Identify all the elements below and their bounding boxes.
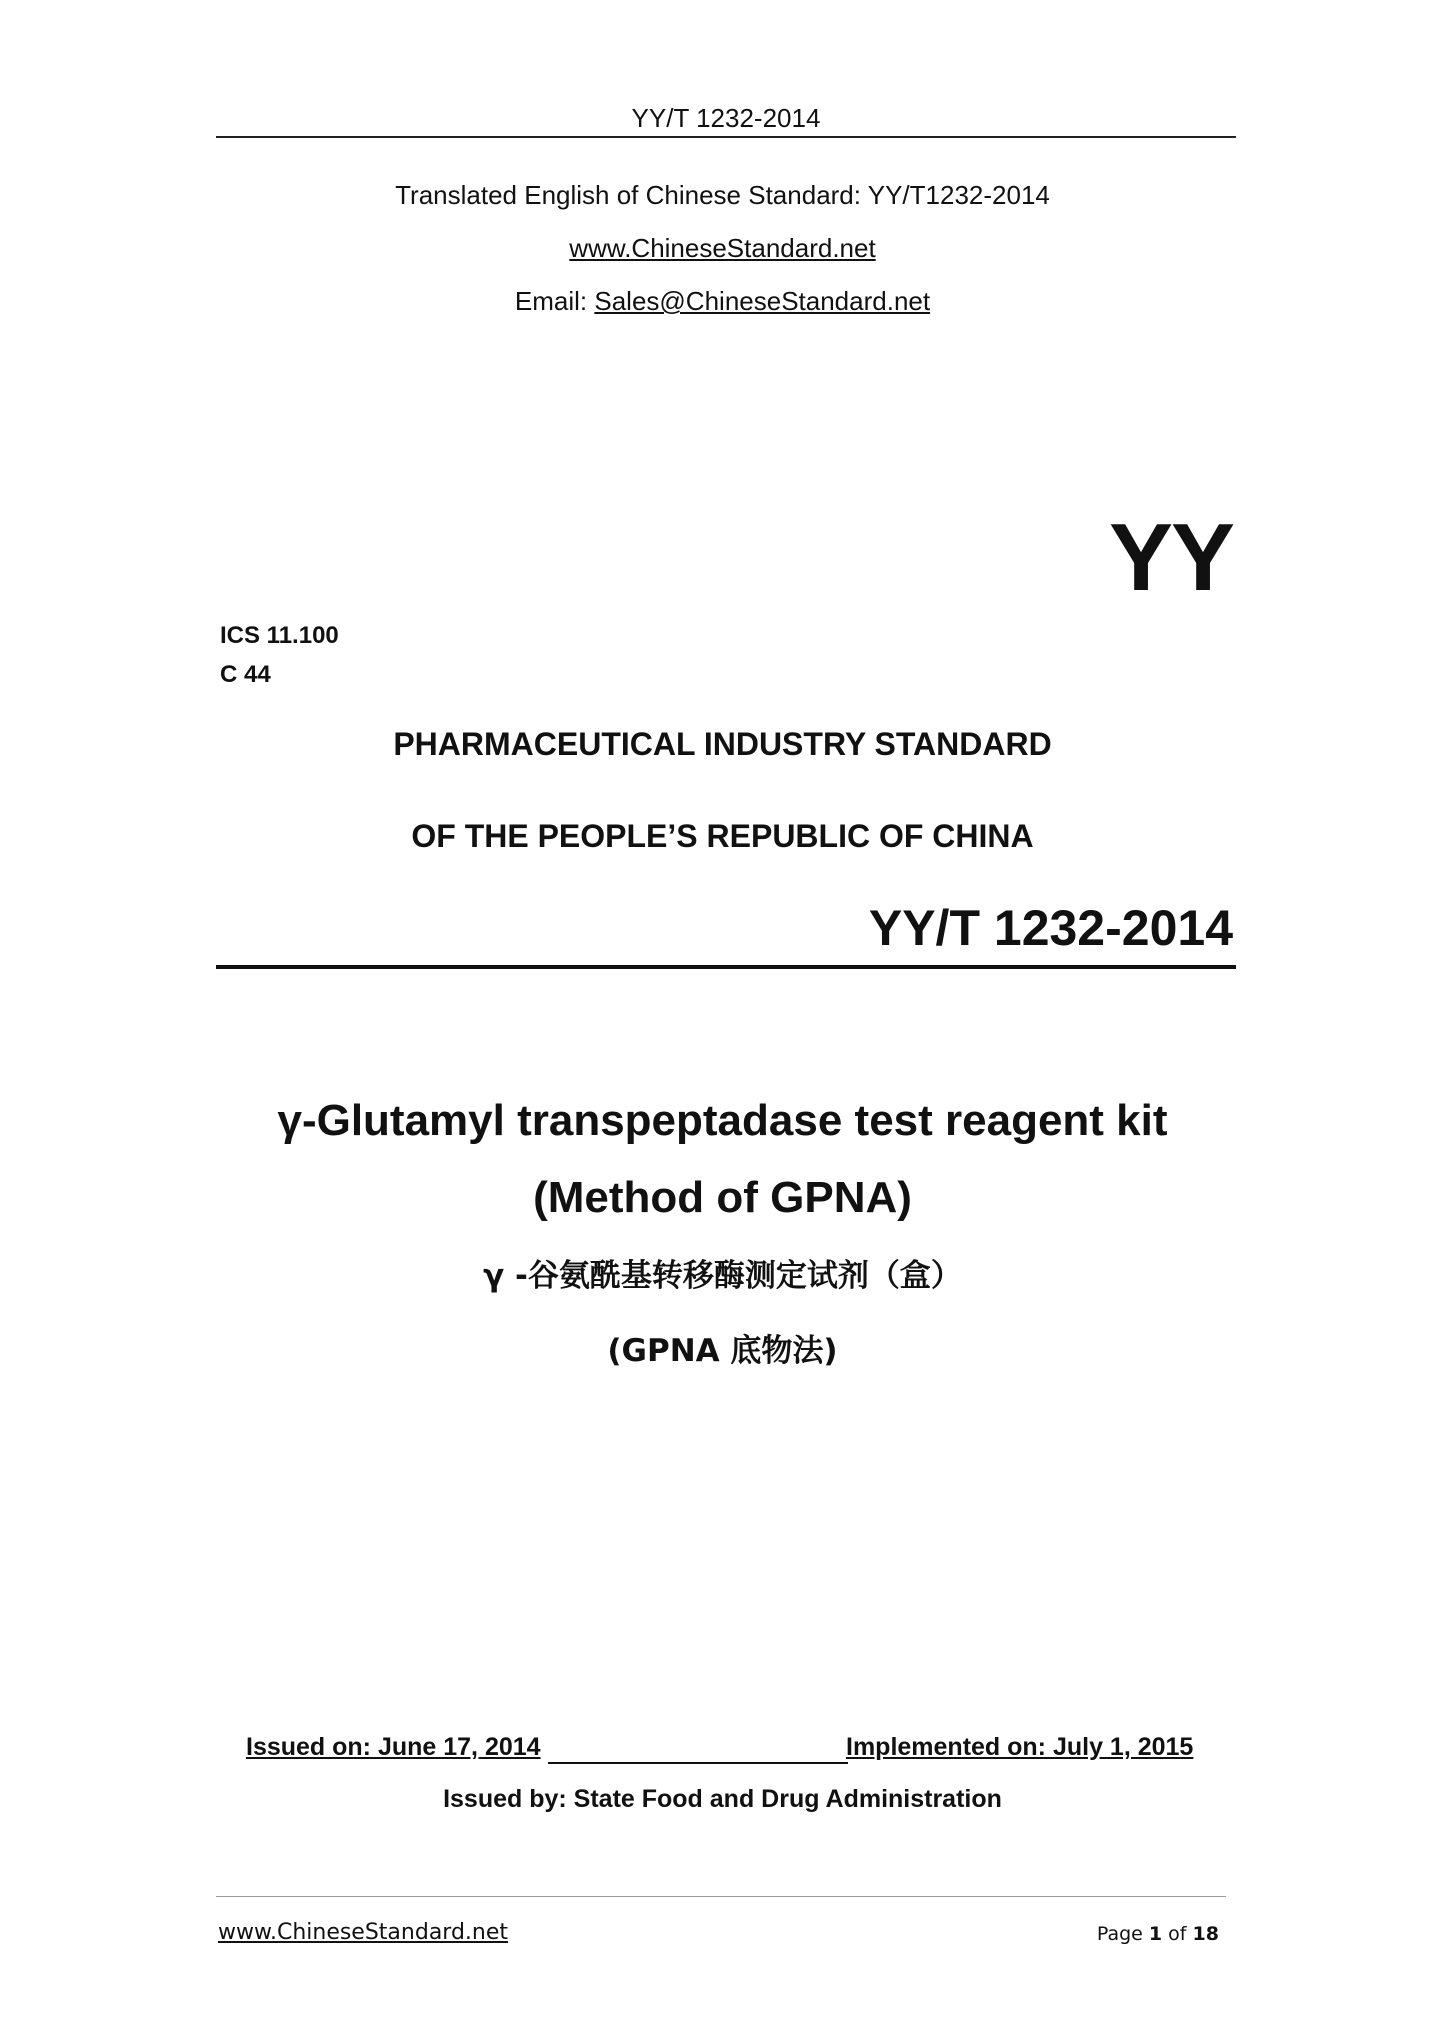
website-line (0, 231, 1445, 265)
email-label: Email: (514, 286, 588, 316)
industry-title-line2: OF THE PEOPLE’S REPUBLIC OF CHINA (411, 818, 1034, 854)
category-mark: YY (1108, 504, 1233, 611)
ics-code: ICS 11.100 (220, 622, 339, 649)
page-current: 1 (1148, 1923, 1163, 1945)
chinese-title-line1: γ -谷氨酰基转移酶测定试剂（盒） (483, 1258, 962, 1294)
email-line (0, 284, 1445, 318)
running-header: YY/T 1232-2014 (631, 103, 821, 133)
email-link[interactable]: Sales@ChineseStandard.net (594, 286, 931, 316)
english-title-line2: (Method of GPNA) (533, 1173, 912, 1222)
website-link[interactable]: www.ChineseStandard.net (569, 233, 876, 263)
page-indicator (1097, 1920, 1219, 1948)
page-label: Page (1096, 1923, 1143, 1945)
footer-website-link[interactable]: www.ChineseStandard.net (218, 1920, 509, 1945)
ccs-code: C 44 (220, 661, 271, 688)
chinese-title-line2: (GPNA 底物法) (607, 1333, 838, 1369)
industry-title-line1: PHARMACEUTICAL INDUSTRY STANDARD (393, 726, 1052, 762)
title-divider (216, 965, 1236, 969)
translated-label: Translated English of Chinese Standard: YY/T1232-2014 (395, 180, 1050, 210)
footer-divider (216, 1896, 1226, 1897)
issued-underline-spacer (548, 1730, 848, 1764)
page-total: 18 (1192, 1923, 1219, 1945)
issued-on-date: Issued on: June 17, 2014 (246, 1733, 541, 1761)
page-of: of (1168, 1923, 1187, 1945)
standard-number: YY/T 1232-2014 (868, 900, 1233, 956)
footer-website (218, 1918, 508, 1948)
implemented-on-date: Implemented on: July 1, 2015 (846, 1733, 1194, 1761)
header-divider (216, 136, 1236, 138)
english-title-line1: γ-Glutamyl transpeptadase test reagent kit (277, 1096, 1168, 1145)
issued-by: Issued by: State Food and Drug Administration (443, 1785, 1002, 1813)
